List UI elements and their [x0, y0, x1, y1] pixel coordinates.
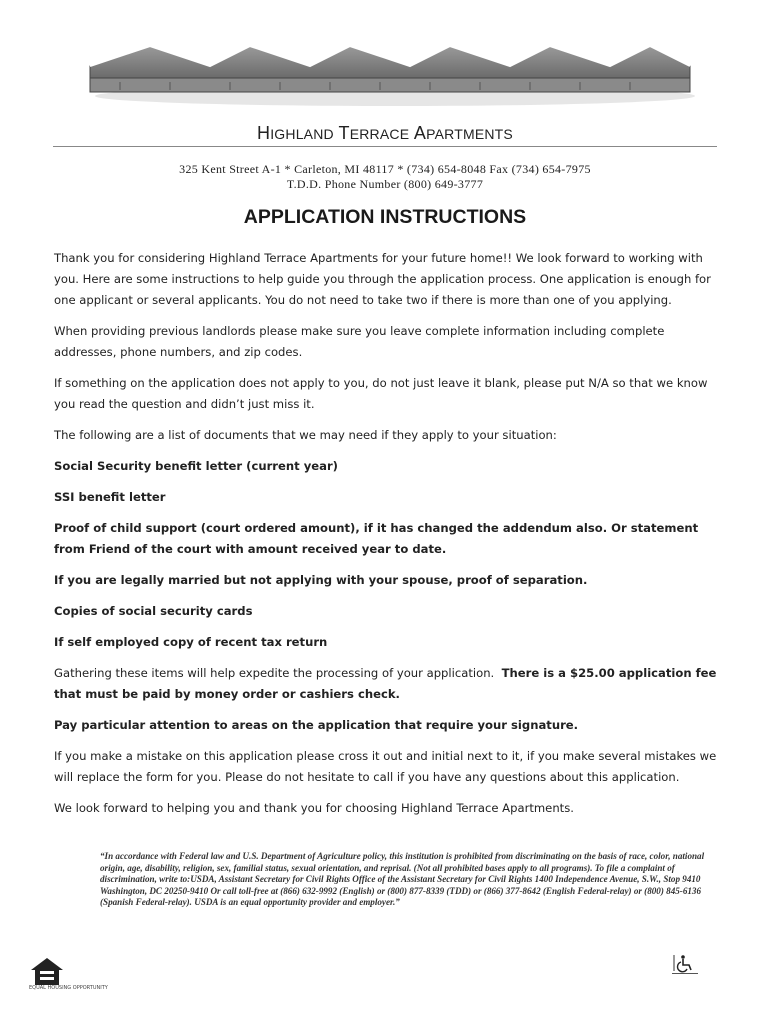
- closing-paragraph: We look forward to helping you and thank you for choosing Highland Terrace Apartments.: [54, 801, 574, 815]
- document-item: Proof of child support (court ordered amount), if it has changed the addendum also. Or statement from Friend of the court with amount received year to date.: [54, 521, 699, 556]
- tdd-phone-line: T.D.D. Phone Number (800) 649-3777: [286, 177, 484, 191]
- property-name: HIGHLAND TERRACE APARTMENTS: [257, 123, 513, 143]
- application-fee-note: There is a $25.00 application fee that must be paid by money order or cashiers check.: [54, 666, 717, 701]
- wheelchair-accessibility-icon: [672, 953, 698, 974]
- equal-housing-opportunity-icon: [30, 957, 64, 987]
- document-item: If self employed copy of recent tax return: [54, 635, 328, 649]
- mistakes-paragraph: If you make a mistake on this application please cross it out and initial next to it, if you make several mistakes we will replace the form for you. Please do not hesitate to call if you have any questions about this application.: [54, 749, 717, 784]
- document-item: Social Security benefit letter (current year): [54, 459, 338, 473]
- gathering-paragraph: [54, 663, 724, 705]
- usda-nondiscrimination-statement: “In accordance with Federal law and U.S. Department of Agriculture policy, this institution is prohibited from discriminating on the basis of race, color, national origin, age, disability, religion, sex, familial status, sexual orientation, and reprisal. (Not all prohibited bases apply to all programs). To file a complaint of discrimination, write to:USDA, Assistant Secretary for Civil Rights Office of the Assistant Secretary for Civil Rights 1400 Independence Avenue, S.W., Stop 9410 Washington, DC 20250-9410 Or call toll-free at (866) 632-9992 (English) or (800) 877-8339 (TDD) or (866) 377-8642 (English Federal-relay) or (800) 845-6136 (Spanish Federal-relay). USDA is an equal opportunity provider and employer.”: [100, 851, 705, 908]
- document-item: Copies of social security cards: [54, 604, 253, 618]
- instructions-body: [54, 248, 724, 829]
- header-divider: [53, 146, 717, 147]
- document-item: SSI benefit letter: [54, 490, 166, 504]
- intro-paragraph: Thank you for considering Highland Terrace Apartments for your future home!! We look forward to working with you. Here are some instructions to help guide you through the application process. One application is enough for one applicant or several applicants. You do not need to take two if there is more than one of you applying.: [54, 251, 711, 307]
- document-item: If you are legally married but not applying with your spouse, proof of separation.: [54, 573, 588, 587]
- address-line: 325 Kent Street A-1 * Carleton, MI 48117 * (734) 654-8048 Fax (734) 654-7975: [179, 162, 591, 176]
- signature-note: Pay particular attention to areas on the application that require your signature.: [54, 718, 579, 732]
- documents-intro: The following are a list of documents that we may need if they apply to your situation:: [54, 428, 557, 442]
- landlords-paragraph: When providing previous landlords please make sure you leave complete information including complete addresses, phone numbers, and zip codes.: [54, 324, 665, 359]
- rooftops-banner-icon: [80, 38, 700, 108]
- gathering-text: Gathering these items will help expedite the processing of your application.: [54, 666, 495, 680]
- page-title: APPLICATION INSTRUCTIONS: [243, 206, 527, 228]
- eho-caption: EQUAL HOUSING OPPORTUNITY: [29, 985, 108, 991]
- na-paragraph: If something on the application does not apply to you, do not just leave it blank, please put N/A so that we know you read the question and didn’t just miss it.: [54, 376, 708, 411]
